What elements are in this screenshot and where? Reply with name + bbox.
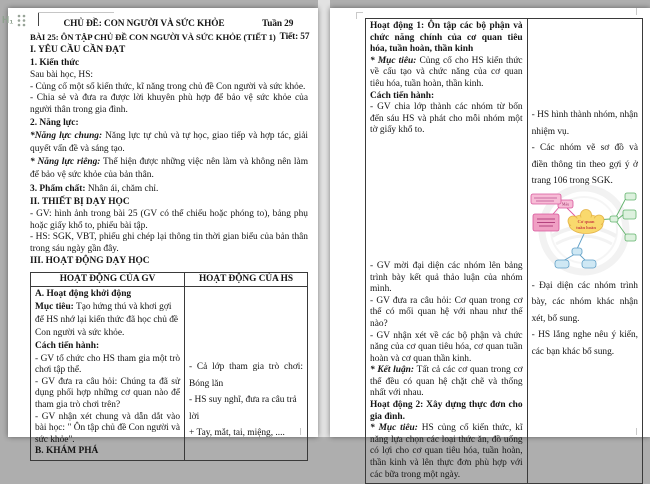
paragraph: III. HOẠT ĐỘNG DẠY HỌC bbox=[30, 256, 150, 267]
text-boundary-mark bbox=[38, 12, 114, 13]
activity-table-page1 bbox=[30, 272, 308, 461]
page-1[interactable] bbox=[2, 8, 318, 457]
paragraph: - HS lắng nghe nêu ý kiến, các bạn khác bổ sung. bbox=[531, 330, 638, 357]
spacer bbox=[532, 21, 638, 107]
page-gap bbox=[318, 0, 330, 437]
paragraph: Hoạt động 2: Xây dựng thực đơn cho gia đình. bbox=[370, 400, 523, 422]
svg-text:Máu: Máu bbox=[561, 201, 569, 207]
lesson-header-row bbox=[30, 31, 308, 44]
paragraph: Mục tiêu: Tạo hứng thú và khơi gợi để HS nhớ lại kiến thức đã học chủ đề Con người và sức khỏe. bbox=[35, 301, 179, 339]
margin-mark bbox=[356, 12, 357, 19]
activity-table-page2 bbox=[365, 18, 643, 484]
paragraph: B. KHÁM PHÁ bbox=[35, 446, 99, 457]
section-heading-i: I. YÊU CẦU CẦN ĐẠT bbox=[30, 45, 126, 55]
paragraph: * Mục tiêu: Củng cố cho HS kiến thức về cấu tạo và chức năng của cơ quan tiêu hóa, tuần hoàn, thần kinh. bbox=[370, 55, 523, 89]
circulatory-mindmap-figure bbox=[530, 192, 638, 276]
margin-mark bbox=[356, 12, 363, 13]
paragraph: - Chia sẻ và đưa ra được lời khuyên phù hợp để bảo vệ sức khỏe của người thân trong gia đình. bbox=[30, 93, 308, 115]
paragraph: - Các nhóm vẽ sơ đồ và điền thông tin theo gợi ý ở trang 106 trong SGK. bbox=[531, 143, 638, 186]
svg-text:Cơ quan: Cơ quan bbox=[577, 218, 595, 224]
paragraph: 3. Phẩm chất: Nhân ái, chăm chỉ. bbox=[30, 183, 159, 194]
paragraph: - GV mời đại diện các nhóm lên bảng trình bày kết quả thảo luận của nhóm mình. bbox=[370, 260, 523, 295]
gv-activity-cell bbox=[31, 287, 185, 461]
blue-branch-nodes bbox=[555, 248, 596, 268]
paragraph: II. THIẾT BỊ DẠY HỌC bbox=[30, 196, 130, 207]
paragraph: *Năng lực chung: Năng lực tự chủ và tự học, giao tiếp và hợp tác, giải quyết vấn đề và sáng tạo. bbox=[30, 130, 308, 154]
paragraph: - HS: SGK, VBT, phiếu ghi chép lại thông tin thời gian biểu của bản thân trong sáu ngày gần đây. bbox=[30, 232, 308, 254]
paragraph: 1. Kiến thức bbox=[30, 58, 80, 68]
svg-text:tuần hoàn: tuần hoàn bbox=[575, 224, 596, 230]
pink-branch-nodes bbox=[531, 194, 573, 231]
paragraph: - GV đưa ra câu hỏi: Chúng ta đã sử dụng phối hợp những cơ quan nào để tham gia trò chơi trên? bbox=[35, 376, 181, 410]
paragraph: - Đại diện các nhóm trình bày, các nhóm khác nhận xét, bổ sung. bbox=[531, 280, 638, 324]
paragraph: - GV nhận xét chung và dẫn dắt vào bài học: " Ôn tập chủ đề Con người và sức khỏe". bbox=[35, 411, 181, 445]
paragraph: 2. Năng lực: bbox=[30, 117, 79, 128]
column-header-gv: HOẠT ĐỘNG CỦA GV bbox=[31, 272, 185, 287]
green-branch-nodes bbox=[610, 193, 636, 241]
paragraph: * Kết luận: Tất cả các cơ quan trong cơ thể đều có quan hệ chặt chẽ và thống nhất với nhau. bbox=[370, 365, 523, 399]
paragraph: Sau bài học, HS: bbox=[30, 70, 94, 81]
period-label: Tiết: 57 bbox=[279, 32, 310, 42]
requirements-section bbox=[30, 57, 308, 269]
lesson-title: BÀI 25: ÔN TẬP CHỦ ĐỀ CON NGƯỜI VÀ SỨC KHỎE (TIẾT 1) bbox=[30, 32, 276, 42]
center-cloud-node bbox=[568, 209, 604, 233]
paragraph: - HS hình thành nhóm, nhận nhiệm vụ. bbox=[531, 110, 638, 137]
block-handle[interactable] bbox=[2, 13, 27, 28]
hs-activity-cell bbox=[185, 287, 308, 461]
document-header-row bbox=[30, 18, 308, 31]
gv-activity-cell bbox=[366, 19, 528, 484]
heading-block-icon[interactable]: H₁ bbox=[2, 14, 14, 26]
paragraph: * Năng lực riêng: Thể hiện được những việc nên làm và không nên làm để bảo vệ sức khỏe của bản thân. bbox=[30, 157, 308, 181]
week-label: Tuần 29 bbox=[262, 19, 294, 29]
paragraph: - Củng cố một số kiến thức, kĩ năng trong chủ đề Con người và sức khỏe. bbox=[30, 81, 306, 92]
paragraph: + Tay, mắt, tai, miệng, .... bbox=[189, 428, 285, 439]
hs-activity-cell bbox=[527, 19, 642, 484]
spacer bbox=[370, 137, 523, 261]
mindmap-diagram bbox=[530, 192, 638, 276]
paragraph: - GV đưa ra câu hỏi: Cơ quan trong cơ thể có mối quan hệ với nhau như thế nào? bbox=[370, 295, 523, 329]
paragraph: Cách tiến hành: bbox=[35, 341, 100, 352]
paragraph: - Cả lớp tham gia trò chơi: Bóng lăn bbox=[189, 362, 303, 389]
paragraph: Cách tiến hành: bbox=[370, 90, 435, 101]
column-header-hs: HOẠT ĐỘNG CỦA HS bbox=[185, 272, 308, 287]
paragraph: - GV nhận xét về các bộ phận và chức năng của cơ quan tiêu hóa, cơ quan tuần hoàn và cơ quan thần kinh. bbox=[370, 330, 523, 364]
paragraph: * Mục tiêu: HS củng cố kiến thức, kĩ năng lựa chọn các loại thức ăn, đồ uống có lợi cho cơ quan tiêu hóa, tuần hoàn, thần kinh và lên thực đơn phù hợp với các bữa trong một ngày. bbox=[370, 423, 523, 480]
margin-mark bbox=[636, 8, 637, 15]
paragraph: - GV chia lớp thành các nhóm từ bốn đến sáu HS và phát cho mỗi nhóm một tờ giấy khổ to. bbox=[370, 102, 523, 136]
paragraph: A. Hoạt động khởi động bbox=[35, 289, 132, 300]
paragraph: Hoạt động 1: Ôn tập các bộ phận và chức năng chính của cơ quan tiêu hóa, tuần hoàn, thần kinh bbox=[370, 21, 523, 55]
doc-title: CHỦ ĐỀ: CON NGƯỜI VÀ SỨC KHỎE bbox=[63, 19, 225, 29]
spacer bbox=[189, 289, 303, 359]
paragraph: - GV: hình ảnh trong bài 25 (GV có thể chiếu hoặc phóng to), bảng phụ hoặc giấy khổ to, phiếu bài tập. bbox=[30, 209, 308, 231]
drag-handle-icon[interactable] bbox=[16, 13, 27, 28]
paragraph: - GV tổ chức cho HS tham gia một trò chơi tập thể. bbox=[35, 353, 181, 376]
paragraph: - HS suy nghĩ, đưa ra câu trả lời bbox=[189, 395, 297, 422]
page-2[interactable] bbox=[330, 8, 650, 480]
